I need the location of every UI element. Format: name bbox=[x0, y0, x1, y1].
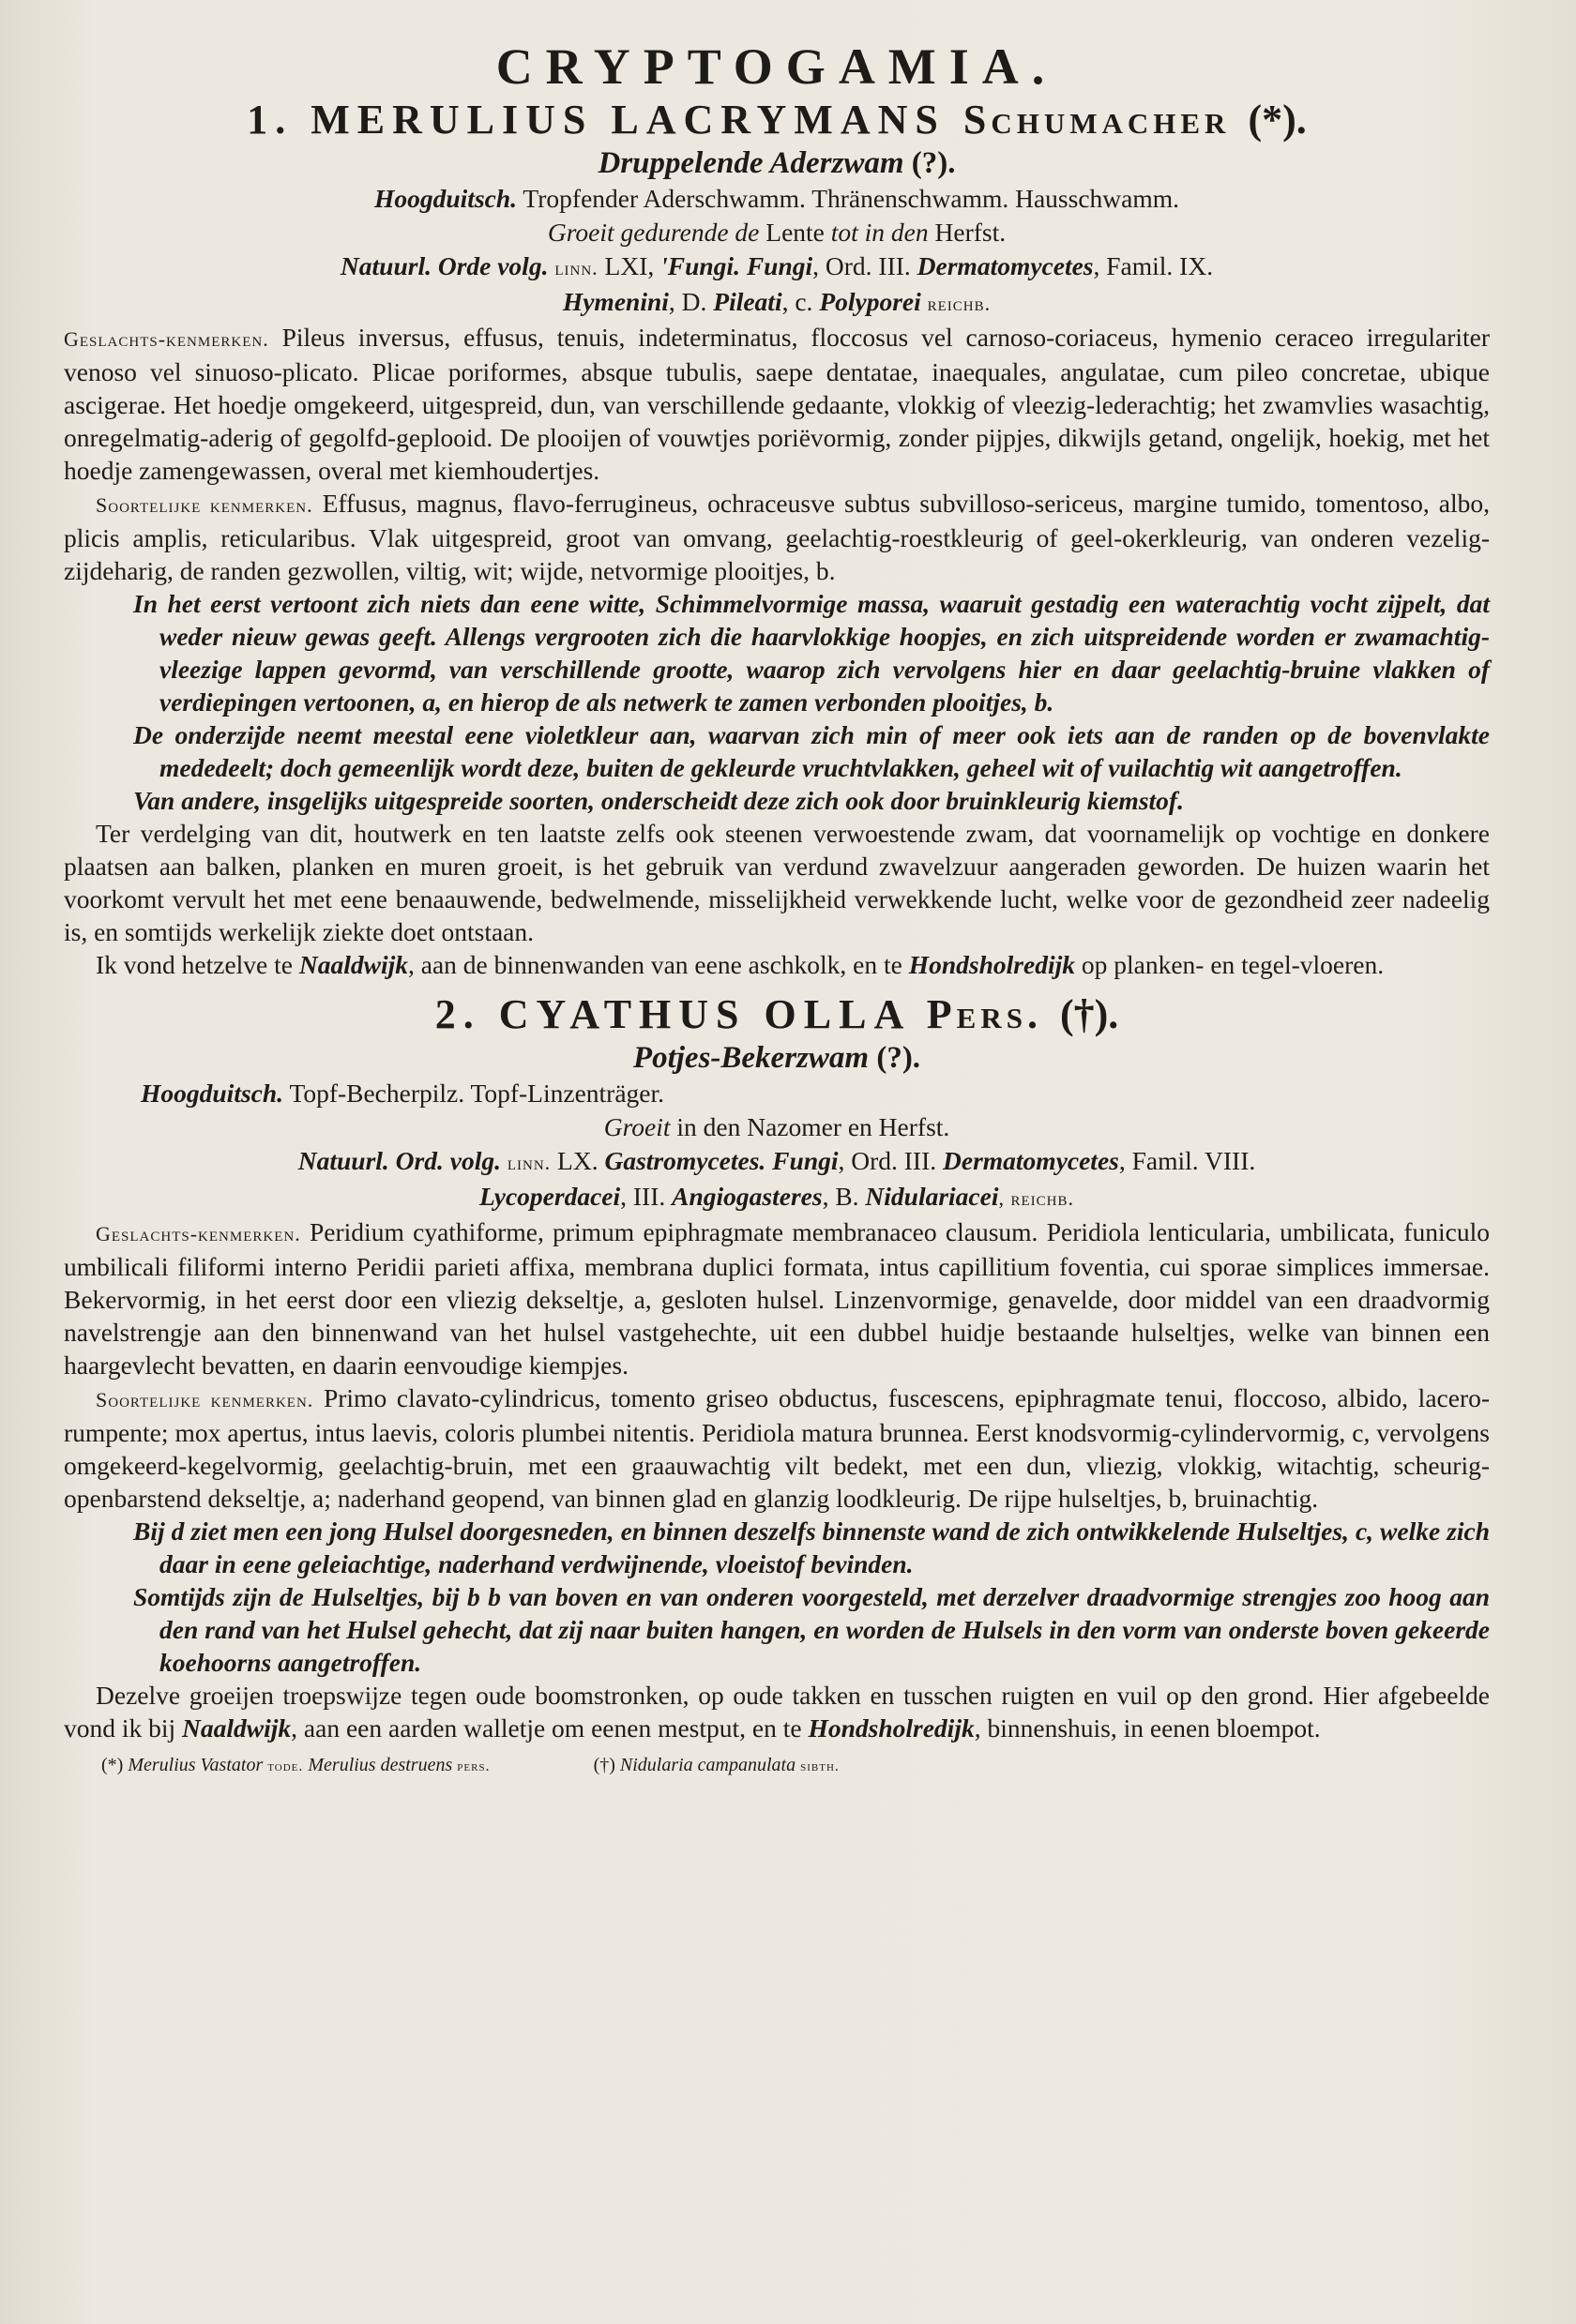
species-2-title bbox=[64, 990, 1490, 1039]
species-1-dutch-name bbox=[64, 144, 1490, 182]
species-1-para2-c: op planken- en tegel-vloeren. bbox=[1081, 950, 1385, 979]
order2-1c: Pileati bbox=[713, 287, 782, 316]
species-2-dutch-mark: (?). bbox=[876, 1041, 921, 1075]
species-1-genus-characters bbox=[64, 321, 1490, 487]
species-2-name: CYATHUS OLLA bbox=[498, 991, 909, 1037]
footnote-1-mark: (*) bbox=[101, 1755, 124, 1775]
order-1e: Dermatomycetes bbox=[917, 251, 1094, 280]
species-1-author: Schumacher bbox=[962, 97, 1231, 143]
order2-2c: Angiogasteres bbox=[672, 1182, 823, 1211]
page-title: CRYPTOGAMIA. bbox=[495, 38, 1058, 95]
order2-1b: , D. bbox=[668, 287, 707, 316]
species-2-footnote-mark: (†). bbox=[1059, 991, 1119, 1037]
order2-2b: , III. bbox=[620, 1182, 666, 1211]
species-1-natural-order-2 bbox=[64, 285, 1490, 321]
order2-1e: Polyporei bbox=[819, 287, 921, 316]
species-2-species-text: Primo clavato-cylindricus, tomento griseo obductus, fuscescens, epiphragmate tenui, floccoso, albido, lacero-rumpente; mox apertus, intus laevis, coloris plumbei nitentis. Peridiola matura brunnea. Eerst knodsvormig-cylindervormig, c, vervolgens omgekeerd-kegelvormig, geelachtig-bruin, met een graauwachtig vilt bedekt, met een dun, vliezig, vlokkig, witachtig, scheurig-openbarstend dekseltje, a; naderhand geopend, van binnen glad en glanzig loodkleurig. De rijpe hulseltjes, b, bruinachtig. bbox=[64, 1383, 1491, 1513]
growth-2b: in den Nazomer en Herfst. bbox=[676, 1112, 950, 1141]
footnote-1-name-b: Merulius destruens bbox=[308, 1755, 453, 1775]
growth-1a: Groeit gedurende de bbox=[547, 218, 760, 247]
species-1-dutch-name-text: Druppelende Aderzwam bbox=[598, 146, 904, 180]
footnote-2-author: sibth. bbox=[800, 1758, 840, 1774]
order-1b: LXI, bbox=[604, 251, 655, 280]
order2-2-reichb: , reichb. bbox=[998, 1186, 1075, 1210]
species-1-genus-label: Geslachts-kenmerken. bbox=[64, 327, 269, 351]
species-2-paragraph-1 bbox=[64, 1679, 1490, 1744]
footnote-1-author-a: tode. bbox=[267, 1758, 304, 1774]
species-1-paragraph-1: Ter verdelging van dit, houtwerk en ten laatste zelfs ook steenen verwoestende zwam, dat voornamelijk op vochtige en donkere plaatsen aan balken, planken en muren groeit, is het gebruik van verdund zwavelzuur aangeraden geworden. De huizen waarin het voorkomt vervult het met eene benaauwende, bedwelmende, misselijkheid verwekkende lucht, welke voor de gezondheid zeer nadeelig is, en somtijds werkelijk ziekte doet ontstaan. bbox=[64, 819, 1490, 946]
order2-2e: Nidulariacei bbox=[865, 1182, 999, 1211]
order-2e: Dermatomycetes bbox=[943, 1146, 1119, 1175]
order-2b: LX. bbox=[557, 1146, 599, 1175]
species-2-para1-a: Dezelve groeijen troepswijze tegen oude boomstronken, op oude takken en tusschen ruigten en vuil op den grond. Hier afgebeelde vond ik bij bbox=[64, 1681, 1490, 1743]
species-1-footnote-mark: (*). bbox=[1248, 97, 1307, 143]
species-1-paragraph-2 bbox=[64, 948, 1490, 981]
species-1-number: 1. bbox=[247, 97, 294, 143]
footnotes bbox=[64, 1752, 1490, 1780]
order2-1-reichb: reichb. bbox=[927, 292, 992, 315]
place-naaldwijk: Naaldwijk bbox=[298, 950, 408, 979]
footnote-1-author-b: pers. bbox=[457, 1758, 491, 1774]
place-hondsholredijk: Hondsholredijk bbox=[908, 950, 1075, 979]
species-1-species-text: Effusus, magnus, flavo-ferrugineus, ochraceusve subtus subvilloso-sericeus, margine tumido, tomentoso, albo, plicis amplis, reticularibus. Vlak uitgespreid, groot van omvang, geelachtig-roestkleurig of geel-okerkleurig, van onderen vezelig-zijdeharig, de randen gezwollen, viltig, wit; wijde, netvormige plooitjes, b. bbox=[64, 489, 1490, 585]
species-2-observations bbox=[133, 1515, 1490, 1679]
order2-2a: Lycoperdacei bbox=[478, 1182, 621, 1211]
species-2-dutch-name-text: Potjes-Bekerzwam bbox=[632, 1041, 870, 1075]
species-2-dutch-name bbox=[64, 1039, 1490, 1077]
place-naaldwijk-2: Naaldwijk bbox=[182, 1713, 292, 1743]
species-2-para1-c: , binnenshuis, in eenen bloempot. bbox=[974, 1713, 1321, 1743]
species-2-growth-season bbox=[64, 1110, 1490, 1144]
species-1-section bbox=[64, 96, 1490, 981]
order-1-linn: linn. bbox=[554, 256, 599, 279]
species-2-natural-order-2 bbox=[64, 1180, 1490, 1215]
species-1-observations bbox=[133, 587, 1490, 817]
species-1-species-label: Soortelijke kenmerken. bbox=[96, 493, 313, 517]
species-2-genus-characters bbox=[64, 1215, 1490, 1381]
species-1-growth-season bbox=[64, 216, 1490, 249]
species-1-german-text: Tropfender Aderschwamm. Thränenschwamm. Hausschwamm. bbox=[523, 184, 1179, 213]
species-2-species-label: Soortelijke kenmerken. bbox=[96, 1388, 314, 1411]
species-1-species-characters bbox=[64, 487, 1490, 587]
footnote-2-name: Nidularia campanulata bbox=[619, 1755, 796, 1775]
order-1c: 'Fungi. Fungi bbox=[660, 251, 813, 280]
order-1a: Natuurl. Orde volg. bbox=[340, 251, 549, 280]
species-2-genus-label: Geslachts-kenmerken. bbox=[96, 1222, 301, 1245]
species-1-natural-order bbox=[64, 249, 1490, 285]
species-2-observation-1: Bij d ziet men een jong Hulsel doorgesneden, en binnen deszelfs binnenste wand de zich ontwikkelende Hulseltjes, c, welke zich daar in eene geleiachtige, naderhand verdwijnende, vloeistof bevinden. bbox=[133, 1517, 1490, 1578]
growth-1b: Lente bbox=[765, 218, 825, 247]
growth-2a: Groeit bbox=[603, 1112, 671, 1141]
species-2-section bbox=[64, 990, 1490, 1744]
species-2-german-label: Hoogduitsch. bbox=[141, 1079, 284, 1108]
species-2-german-names bbox=[64, 1077, 1490, 1110]
species-1-title bbox=[64, 96, 1490, 144]
species-1-para2-b: , aan de binnenwanden van eene aschkolk, en te bbox=[407, 950, 902, 979]
footnote-1-name-a: Merulius Vastator bbox=[128, 1755, 264, 1775]
order-2f: , Famil. VIII. bbox=[1118, 1146, 1256, 1175]
species-2-author: Pers. bbox=[926, 991, 1042, 1037]
species-2-natural-order bbox=[64, 1144, 1490, 1180]
footnote-2 bbox=[594, 1752, 840, 1780]
species-1-observation-1: In het eerst vertoont zich niets dan eene witte, Schimmelvormige massa, waaruit gestadig een waterachtig vocht zijpelt, dat weder nieuw gewas geeft. Allengs vergrooten zich die haarvlokkige hoopjes, en zich uitspreidende worden er zwamachtig-vleezige lappen gevormd, van verschillende grootte, waarop zich vervolgens hier en daar geelachtig-bruine vlakken of verdiepingen vertoonen, a, en hierop de als netwerk te zamen verbonden plooitjes, b. bbox=[133, 589, 1490, 717]
order-1d: , Ord. III. bbox=[812, 251, 911, 280]
place-hondsholredijk-2: Hondsholredijk bbox=[808, 1713, 975, 1743]
species-1-german-names bbox=[64, 182, 1490, 216]
species-1-genus-text: Pileus inversus, effusus, tenuis, indeterminatus, floccosus vel carnoso-coriaceus, hymenio ceraceo irregulariter venoso vel sinuoso-plicato. Plicae poriformes, absque tubulis, saepe dentatae, inaequales, angulatae, cum pileo concretae, ubique ascigerae. Het hoedje omgekeerd, uitgespreid, dun, van verschillende gedaante, vlokkig of vleezig-lederachtig; het zwamvlies wasachtig, onregelmatig-aderig of gegolfd-geplooid. De plooijen of vouwtjes poriëvormig, zonder pijpjes, dikwijls getand, ongelijk, hoekig, met het hoedje zamengewassen, overal met kiemhoudertjes. bbox=[64, 323, 1491, 485]
order2-1a: Hymenini bbox=[562, 287, 669, 316]
species-2-genus-text: Peridium cyathiforme, primum epiphragmate membranaceo clausum. Peridiola lenticularia, umbilicata, funiculo umbilicali filiformi interno Peridii parieti affixa, membrana duplici formata, intus capillitium foventia, cui sporae simplices immersae. Bekervormig, in het eerst door een vliezig dekseltje, a, gesloten hulsel. Linzenvormige, genavelde, door middel van een draadvormig navelstrengje aan den binnenwand van het hulsel vastgehechte, uit een dubbel huidje bestaande hulseltjes, welke van binnen een haargevlecht bevatten, en daarin eenvoudige kiempjes. bbox=[64, 1217, 1490, 1380]
species-1-dutch-mark: (?). bbox=[911, 146, 956, 180]
species-2-german-text: Topf-Becherpilz. Topf-Linzenträger. bbox=[289, 1079, 665, 1108]
footnote-2-mark: (†) bbox=[593, 1755, 615, 1775]
order-2-linn: linn. bbox=[507, 1151, 552, 1174]
species-2-number: 2. bbox=[434, 991, 481, 1037]
order2-2d: , B. bbox=[822, 1182, 859, 1211]
growth-1c: tot in den bbox=[830, 218, 929, 247]
species-2-observation-2: Somtijds zijn de Hulseltjes, bij b b van boven en van onderen voorgesteld, met derzelver draadvormige strengjes zoo hoog aan den rand van het Hulsel gehecht, dat zij naar buiten hangen, en worden de Hulsels in den vorm van onderste boven gekeerde koehoorns aangetroffen. bbox=[133, 1582, 1490, 1677]
footnote-1 bbox=[101, 1752, 491, 1780]
order-2a: Natuurl. Ord. volg. bbox=[297, 1146, 501, 1175]
species-1-name: MERULIUS LACRYMANS bbox=[311, 97, 946, 143]
species-1-para2-a: Ik vond hetzelve te bbox=[96, 950, 293, 979]
species-2-para1-b: , aan een aarden walletje om eenen mestput, en te bbox=[291, 1713, 802, 1743]
order-2c: Gastromycetes. Fungi bbox=[604, 1146, 839, 1175]
order-1f: , Famil. IX. bbox=[1093, 251, 1214, 280]
species-2-species-characters bbox=[64, 1381, 1490, 1515]
order-2d: , Ord. III. bbox=[838, 1146, 937, 1175]
species-1-german-label: Hoogduitsch. bbox=[373, 184, 518, 213]
growth-1d: Herfst. bbox=[934, 218, 1007, 247]
order2-1d: , c. bbox=[781, 287, 813, 316]
species-1-observation-2: De onderzijde neemt meestal eene violetkleur aan, waarvan zich min of meer ook iets aan de randen op de bovenvlakte mededeelt; doch gemeenlijk wordt deze, buiten de gekleurde vruchtvlakken, geheel wit of vuilachtig wit aangetroffen. bbox=[133, 720, 1490, 782]
species-1-observation-3: Van andere, insgelijks uitgespreide soorten, onderscheidt deze zich ook door bruinkleurig kiemstof. bbox=[133, 786, 1184, 815]
